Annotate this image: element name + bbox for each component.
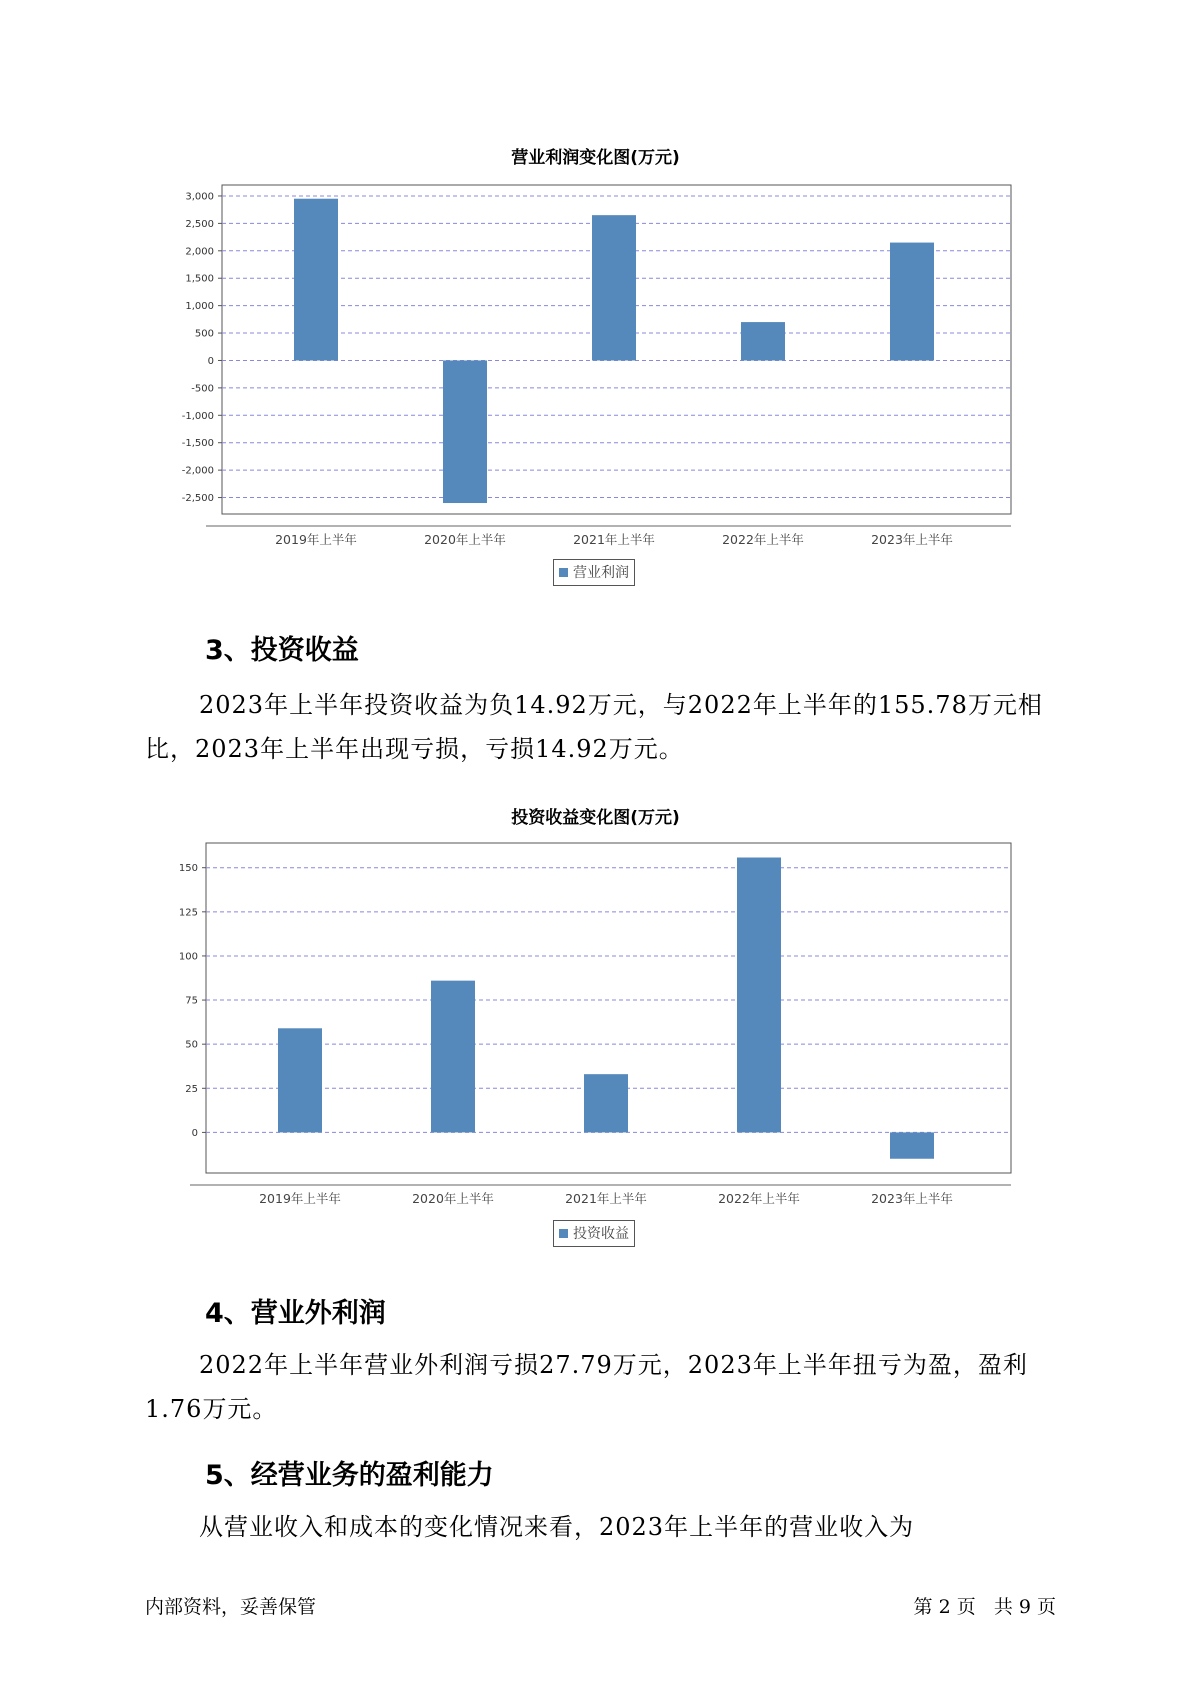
- chart1-ytick-label: 2,000: [185, 246, 214, 258]
- chart2-category-label: 2023年上半年: [871, 1191, 953, 1206]
- chart1-ytick-label: 2,500: [185, 218, 214, 230]
- chart2-category-label: 2019年上半年: [259, 1191, 341, 1206]
- chart1-ytick-label: 0: [207, 355, 214, 367]
- section4-heading: 4、营业外利润: [205, 1298, 386, 1329]
- chart2-ytick-label: 0: [191, 1127, 198, 1139]
- chart1-ytick-label: 1,500: [185, 273, 214, 285]
- chart2-ytick-label: 150: [178, 863, 198, 875]
- chart1-category-label: 2023年上半年: [871, 532, 953, 547]
- chart2-bar: [431, 981, 475, 1133]
- chart1-category-label: 2022年上半年: [722, 532, 804, 547]
- chart2-ytick-label: 75: [185, 995, 198, 1007]
- chart2-title: 投资收益变化图(万元): [511, 808, 680, 828]
- chart2-bar: [278, 1028, 322, 1132]
- chart1-ytick-label: 500: [194, 328, 214, 340]
- chart2-bar: [584, 1074, 628, 1132]
- chart2-ytick-label: 125: [178, 907, 198, 919]
- chart1-legend-label: 营业利润: [573, 565, 629, 581]
- chart2-legend-label: 投资收益: [573, 1226, 629, 1242]
- chart1-ytick-label: 1,000: [185, 301, 214, 313]
- section3-heading: 3、投资收益: [205, 635, 359, 666]
- section5-paragraph: 从营业收入和成本的变化情况来看，2023年上半年的营业收入为: [199, 1513, 915, 1541]
- chart1-ytick-label: -1,000: [181, 410, 214, 422]
- chart2-category-label: 2020年上半年: [412, 1191, 494, 1206]
- section4-paragraph: 2022年上半年营业外利润亏损27.79万元，2023年上半年扭亏为盈，盈利1.76万元。: [145, 1351, 1028, 1423]
- chart1-ytick-label: -1,500: [181, 438, 214, 450]
- chart2-ytick-label: 25: [185, 1083, 198, 1095]
- chart1-title: 营业利润变化图(万元): [511, 148, 680, 168]
- section3-paragraph: 2023年上半年投资收益为负14.92万元，与2022年上半年的155.78万元相比，2023年上半年出现亏损，亏损14.92万元。: [145, 691, 1043, 763]
- chart1-category-label: 2021年上半年: [573, 532, 655, 547]
- chart1-ytick-label: -2,000: [181, 465, 214, 477]
- footer-confidential: 内部资料，妥善保管: [145, 1596, 317, 1618]
- chart1-ytick-label: -2,500: [181, 493, 214, 505]
- chart2-legend: [553, 1220, 635, 1247]
- footer-page-number: 第 2 页 共 9 页: [913, 1596, 1056, 1618]
- chart2-category-label: 2022年上半年: [718, 1191, 800, 1206]
- chart2-ytick-label: 50: [185, 1039, 198, 1051]
- chart2-category-label: 2021年上半年: [565, 1191, 647, 1206]
- chart2-ytick-label: 100: [178, 951, 198, 963]
- legend-swatch: [559, 1229, 568, 1238]
- chart2-bar: [737, 858, 781, 1133]
- section5-heading: 5、经营业务的盈利能力: [205, 1460, 494, 1491]
- chart2-bar: [890, 1132, 934, 1158]
- chart1-category-label: 2019年上半年: [275, 532, 357, 547]
- chart1-ytick-label: -500: [191, 383, 214, 395]
- chart1-ytick-label: 3,000: [185, 191, 214, 203]
- chart1-category-label: 2020年上半年: [424, 532, 506, 547]
